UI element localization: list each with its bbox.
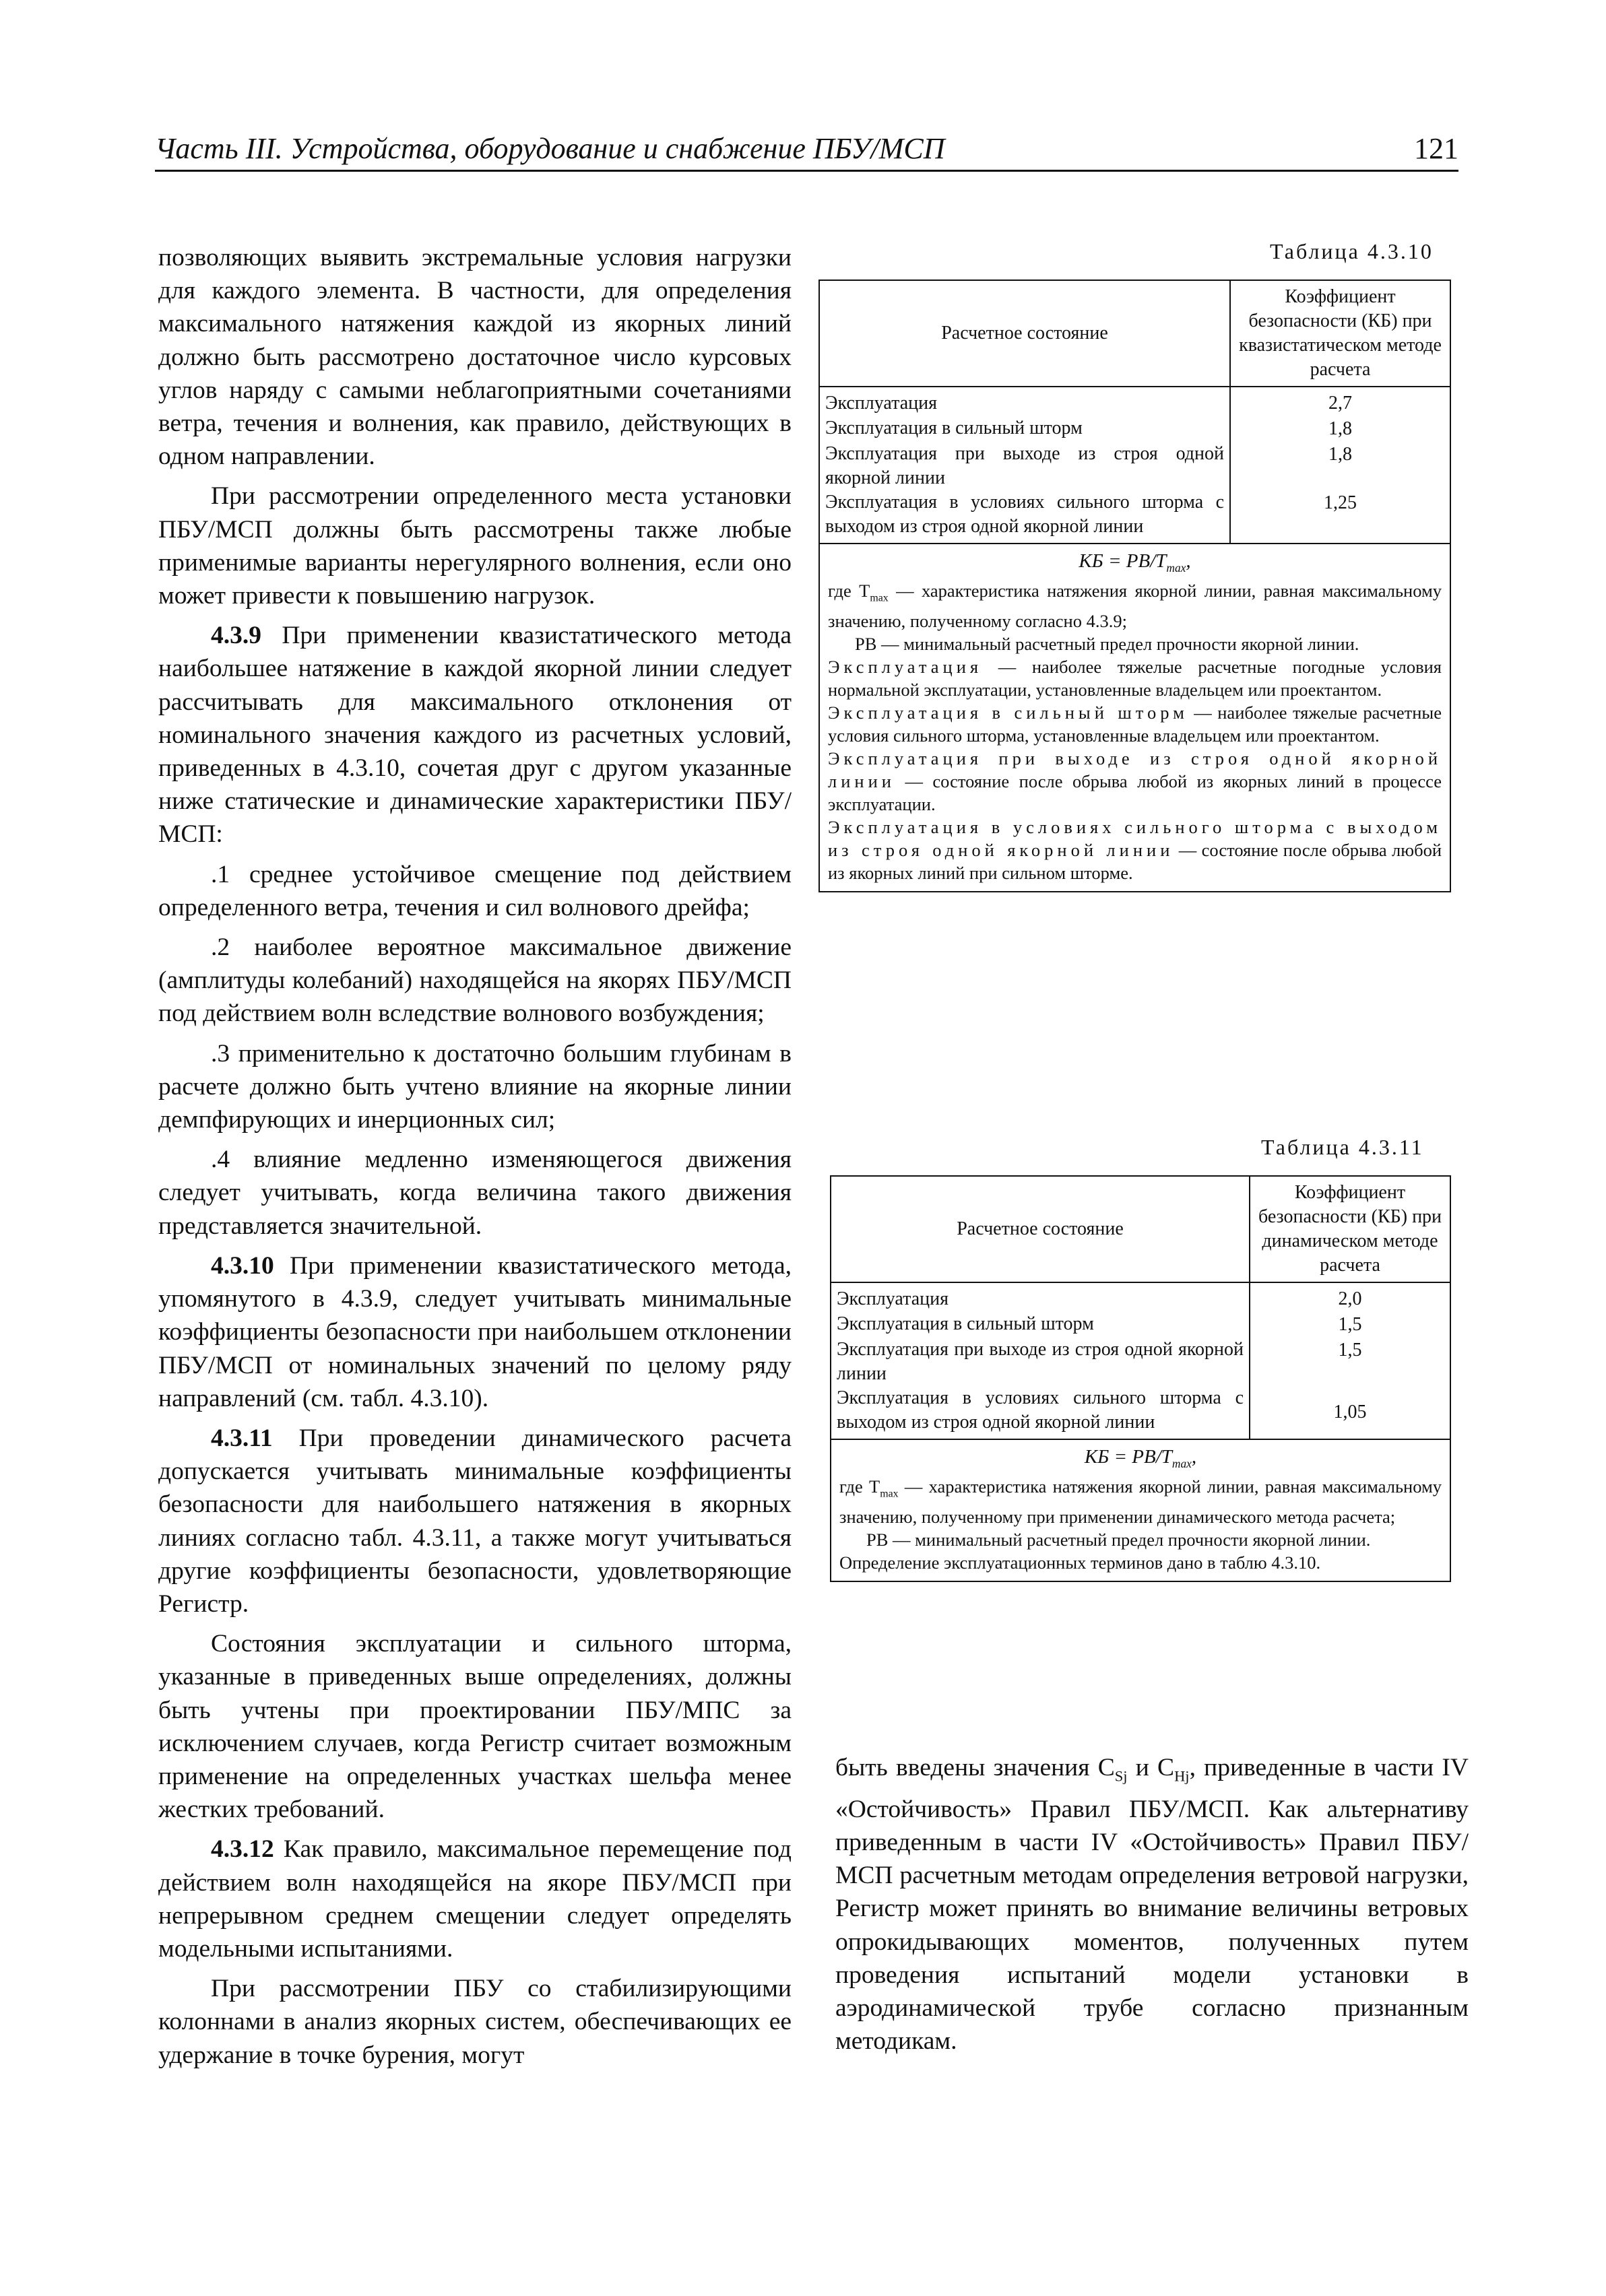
table-row: Эксплуатация в сильный шторм 1,8 [820, 416, 1450, 442]
left-column [158, 241, 792, 2072]
paragraph: быть введены значения $C_{Sj}$ и $C_{Hj}$, приведенные в части IV «Остойчивость» Правил ПБУ/МСП. Как альтернативу приведенным в части IV «Остойчивость» Правил ПБУ/МСП расчетным методам определения ветровой нагрузки, Регистр может принять во внимание величины ветровых опрокидывающих моментов, полученных путем проведения испытаний модели установки в аэродинамической трубе согласно признанным методикам. [835, 1754, 1469, 2056]
definition: Эксплуатация — наиболее тяжелые расчетные погодные условия нормальной эксплуатации, установленные владельцем или проектантом. [828, 657, 1442, 700]
note: Определение эксплуатационных терминов дано в таблю 4.3.10. [839, 1552, 1321, 1573]
list-item: .3 применительно к достаточно большим глубинам в расчете должно быть учтено влияние на якорные линии демпфирующих и инерционных сил; [158, 1039, 792, 1134]
column-header: Коэффициент безопасности (КБ) при динамическом методе расчета [1250, 1177, 1450, 1282]
table-caption: Таблица 4.3.10 [1270, 239, 1434, 263]
table-caption: Таблица 4.3.11 [1261, 1135, 1424, 1159]
note: где $T_{max}$ — характеристика натяжения якорной линии, равная максимальному значению, полученному согласно 4.3.9; [828, 580, 1442, 632]
note: PB — минимальный расчетный предел прочности якорной линии. [855, 634, 1359, 655]
table-row: Эксплуатация в условиях сильного шторма с выходом из строя одной якорной линии 1,05 [831, 1386, 1450, 1439]
paragraph: При рассмотрении определенного места установки ПБУ/МСП должны быть рассмотрены также любые применимые варианты нерегулярного волнения, если оно может привести к повышению нагрузок. [158, 482, 792, 610]
table-row: Эксплуатация 2,7 [820, 387, 1450, 416]
list-item: .2 наиболее вероятное максимальное движение (амплитуды колебаний) находящейся на якорях ПБУ/МСП под действием волн вследствие волнового возбуждения; [158, 933, 792, 1028]
paragraph: 4.3.10 При применении квазистатического метода, упомянутого в 4.3.9, следует учитывать минимальные коэффициенты безопасности при наибольшем отклонении ПБУ/МСП от номинальных значений по целому ряду направлений (см. табл. 4.3.10). [158, 1251, 792, 1412]
section-number: 4.3.10 [211, 1251, 274, 1280]
section-number: 4.3.11 [211, 1424, 273, 1452]
definition: Эксплуатация в сильный шторм — наиболее тяжелые расчетные условия сильного шторма, установленные владельцем или проектантом. [828, 702, 1442, 746]
table-4-3-11 [830, 1175, 1451, 1582]
page-number: 121 [1414, 132, 1458, 165]
page-header [155, 128, 1458, 172]
paragraph: Состояния эксплуатации и сильного шторма, указанные в приведенных выше определениях, должны быть учтены при проектировании ПБУ/МПС за исключением случаев, когда Регистр считает возможным применение на определенных участках шельфа менее жестких требований. [158, 1630, 792, 1824]
table-row: Эксплуатация при выходе из строя одной якорной линии 1,8 [820, 442, 1450, 490]
table-row: Эксплуатация в условиях сильного шторма с выходом из строя одной якорной линии 1,25 [820, 490, 1450, 543]
list-item: .4 влияние медленно изменяющегося движения следует учитывать, когда величина такого движения представляется значительной. [158, 1146, 792, 1240]
formula: КБ = $PB/T_{max}$, [1079, 550, 1191, 575]
table-row: Эксплуатация в сильный шторм 1,5 [831, 1312, 1450, 1338]
formula: КБ = $PB/T_{max}$, [1084, 1446, 1197, 1470]
section-number: 4.3.12 [211, 1835, 274, 1864]
item-number: .4 [211, 1146, 230, 1174]
paragraph: позволяющих выявить экстремальные условия нагрузки для каждого элемента. В частности, для определения максимального натяжения каждой из якорных линий должно быть рассмотрено достаточное число курсовых углов наряду с самыми неблагоприятными сочетаниями ветра, течения и волнения, как правило, действующих в одном направлении. [158, 244, 792, 471]
column-header: Расчетное состояние [831, 1177, 1250, 1282]
table-row: Эксплуатация 2,0 [831, 1282, 1450, 1312]
column-header: Коэффициент безопасности (КБ) при квазистатическом методе расчета [1230, 281, 1450, 387]
table-4-3-10 [818, 280, 1451, 892]
column-header: Расчетное состояние [820, 281, 1230, 387]
note: PB — минимальный расчетный предел прочности якорной линии. [866, 1530, 1371, 1550]
definition: Эксплуатация в условиях сильного шторма с выходом из строя одной якорной линии — состояние после обрыва любой из якорных линий при сильном шторме. [828, 817, 1442, 884]
item-number: .1 [211, 860, 230, 888]
table-notes [831, 1439, 1450, 1581]
section-number: 4.3.9 [211, 622, 261, 650]
definition: Эксплуатация при выходе из строя одной якорной линии — состояние после обрыва любой из якорных линий в процессе эксплуатации. [828, 748, 1442, 815]
paragraph: 4.3.12 Как правило, максимальное перемещение под действием волн находящейся на якоре ПБУ/МСП при непрерывном среднем смещении следует определять модельными испытаниями. [158, 1835, 792, 1963]
item-number: .2 [211, 933, 230, 962]
table-row: Эксплуатация при выходе из строя одной якорной линии 1,5 [831, 1338, 1450, 1386]
right-column-text [835, 1751, 1469, 2058]
paragraph: 4.3.11 При проведении динамического расчета допускается учитывать минимальные коэффициенты безопасности для наибольшего натяжения в якорных линиях согласно табл. 4.3.11, а также могут учитываться другие коэффициенты безопасности, удовлетворяющие Регистр. [158, 1424, 792, 1618]
note: где $T_{max}$ — характеристика натяжения якорной линии, равная максимальному значению, полученному при применении динамического метода расчета; [839, 1476, 1442, 1528]
item-number: .3 [211, 1039, 230, 1068]
paragraph: При рассмотрении ПБУ со стабилизирующими колоннами в анализ якорных систем, обеспечивающих ее удержание в точке бурения, могут [158, 1975, 792, 2069]
paragraph: 4.3.9 При применении квазистатического метода наибольшее натяжение в каждой якорной линии следует рассчитывать для максимального отклонения от номинального значения каждого из расчетных условий, приведенных в 4.3.10, сочетая друг с другом указанные ниже статические и динамические характеристики ПБУ/МСП: [158, 622, 792, 849]
running-title: Часть III. Устройства, оборудование и снабжение ПБУ/МСП [155, 132, 945, 165]
table-notes [820, 543, 1450, 891]
list-item: .1 среднее устойчивое смещение под действием определенного ветра, течения и сил волнового дрейфа; [158, 860, 792, 921]
